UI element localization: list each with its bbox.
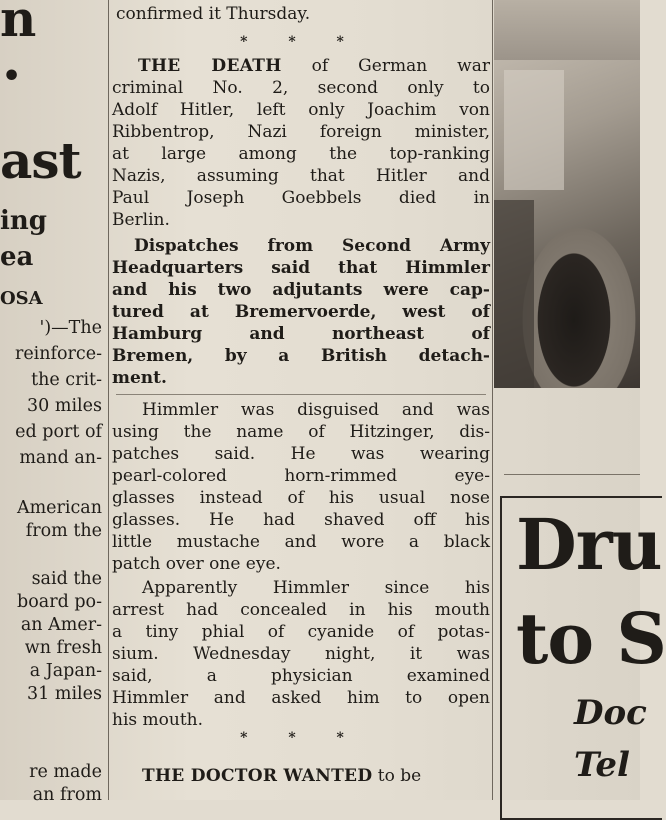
article-line: pearl-colored horn-rimmed eye- bbox=[112, 466, 490, 486]
article-line: criminal No. 2, second only to bbox=[112, 78, 490, 98]
left-headline-fragment: n bbox=[0, 0, 36, 48]
article-line-bold: and his two adjutants were cap- bbox=[112, 280, 490, 300]
article-line: patch over one eye. bbox=[112, 554, 281, 574]
left-headline-fragment: ast bbox=[0, 131, 81, 190]
article-line-rest: to be bbox=[377, 766, 422, 786]
article-divider bbox=[116, 394, 486, 395]
right-column bbox=[494, 390, 666, 800]
article-line: glasses instead of his usual nose bbox=[112, 488, 490, 508]
article-line: Berlin. bbox=[112, 210, 170, 230]
article-line: arrest had concealed in his mouth bbox=[112, 600, 490, 620]
article-line bbox=[112, 768, 490, 785]
left-subhead-fragment: ea bbox=[0, 242, 34, 272]
article-line: Himmler was disguised and was bbox=[142, 400, 490, 420]
article-line: said, a physician examined bbox=[112, 666, 490, 686]
headline-box bbox=[500, 496, 666, 820]
left-text-line: ')—The bbox=[39, 318, 102, 338]
article-line: glasses. He had shaved off his bbox=[112, 510, 490, 530]
article-column bbox=[112, 0, 490, 800]
article-line-bold: Headquarters said that Himmler bbox=[112, 258, 490, 278]
left-text-line: the crit- bbox=[31, 370, 102, 390]
article-line-bold: ment. bbox=[112, 368, 167, 388]
article-line: a tiny phial of cyanide of potas- bbox=[112, 622, 490, 642]
column-rule bbox=[492, 0, 493, 800]
article-line: using the name of Hitzinger, dis- bbox=[112, 422, 490, 442]
right-subhead-fragment: Doc bbox=[574, 693, 647, 733]
left-text-line: board po- bbox=[17, 592, 102, 612]
article-top-line: confirmed it Thursday. bbox=[116, 4, 311, 24]
article-line: his mouth. bbox=[112, 710, 204, 730]
article-lead-in: THE DOCTOR WANTED bbox=[142, 766, 373, 786]
article-line-bold: Hamburg and northeast of bbox=[112, 324, 490, 344]
left-text-line: ed port of bbox=[15, 422, 102, 442]
left-text-line: re made bbox=[29, 762, 102, 782]
left-text-line: from the bbox=[25, 521, 102, 541]
article-line: patches said. He was wearing bbox=[112, 444, 490, 464]
right-headline-fragment: Dru bbox=[516, 503, 662, 586]
left-text-line: said the bbox=[31, 569, 102, 589]
article-line: Himmler and asked him to open bbox=[112, 688, 490, 708]
right-rule bbox=[504, 474, 640, 475]
left-column bbox=[0, 0, 106, 805]
left-text-line: an from bbox=[32, 785, 102, 805]
article-line-bold: tured at Bremervoerde, west of bbox=[112, 302, 490, 322]
article-line: Paul Joseph Goebbels died in bbox=[112, 188, 490, 208]
article-line: Apparently Himmler since his bbox=[142, 578, 490, 598]
article-line: sium. Wednesday night, it was bbox=[112, 644, 490, 664]
article-line-rest: of German war bbox=[311, 56, 490, 76]
right-headline-fragment: to S bbox=[516, 597, 666, 680]
left-text-line: 30 miles bbox=[27, 396, 102, 416]
left-text-line: reinforce- bbox=[14, 344, 102, 364]
right-subhead-fragment: Tel bbox=[574, 745, 630, 785]
section-separator: * * * bbox=[240, 730, 362, 746]
left-dateline-fragment: OSA bbox=[0, 288, 43, 309]
left-text-line: American bbox=[16, 498, 102, 518]
article-line: Ribbentrop, Nazi foreign minister, bbox=[112, 122, 490, 142]
left-subhead-fragment: ing bbox=[0, 206, 47, 236]
left-text-line: 31 miles bbox=[27, 684, 102, 704]
left-text-line: a Japan- bbox=[29, 661, 102, 681]
article-line-bold: Bremen, by a British detach- bbox=[112, 346, 490, 366]
left-headline-fragment: • bbox=[2, 59, 21, 94]
article-line: at large among the top-ranking bbox=[112, 144, 490, 164]
photo-image bbox=[494, 0, 640, 388]
article-line: Nazis, assuming that Hitler and bbox=[112, 166, 490, 186]
left-text-line: mand an- bbox=[19, 448, 102, 468]
left-text-line: wn fresh bbox=[24, 638, 102, 658]
left-text-line: an Amer- bbox=[20, 615, 102, 635]
article-line: Adolf Hitler, left only Joachim von bbox=[112, 100, 490, 120]
article-line-bold: Dispatches from Second Army bbox=[134, 236, 490, 256]
column-rule bbox=[108, 0, 109, 800]
article-lead-in: THE DEATH bbox=[138, 56, 282, 76]
article-line bbox=[112, 58, 490, 75]
article-line: little mustache and wore a black bbox=[112, 532, 490, 552]
section-separator: * * * bbox=[240, 34, 362, 50]
